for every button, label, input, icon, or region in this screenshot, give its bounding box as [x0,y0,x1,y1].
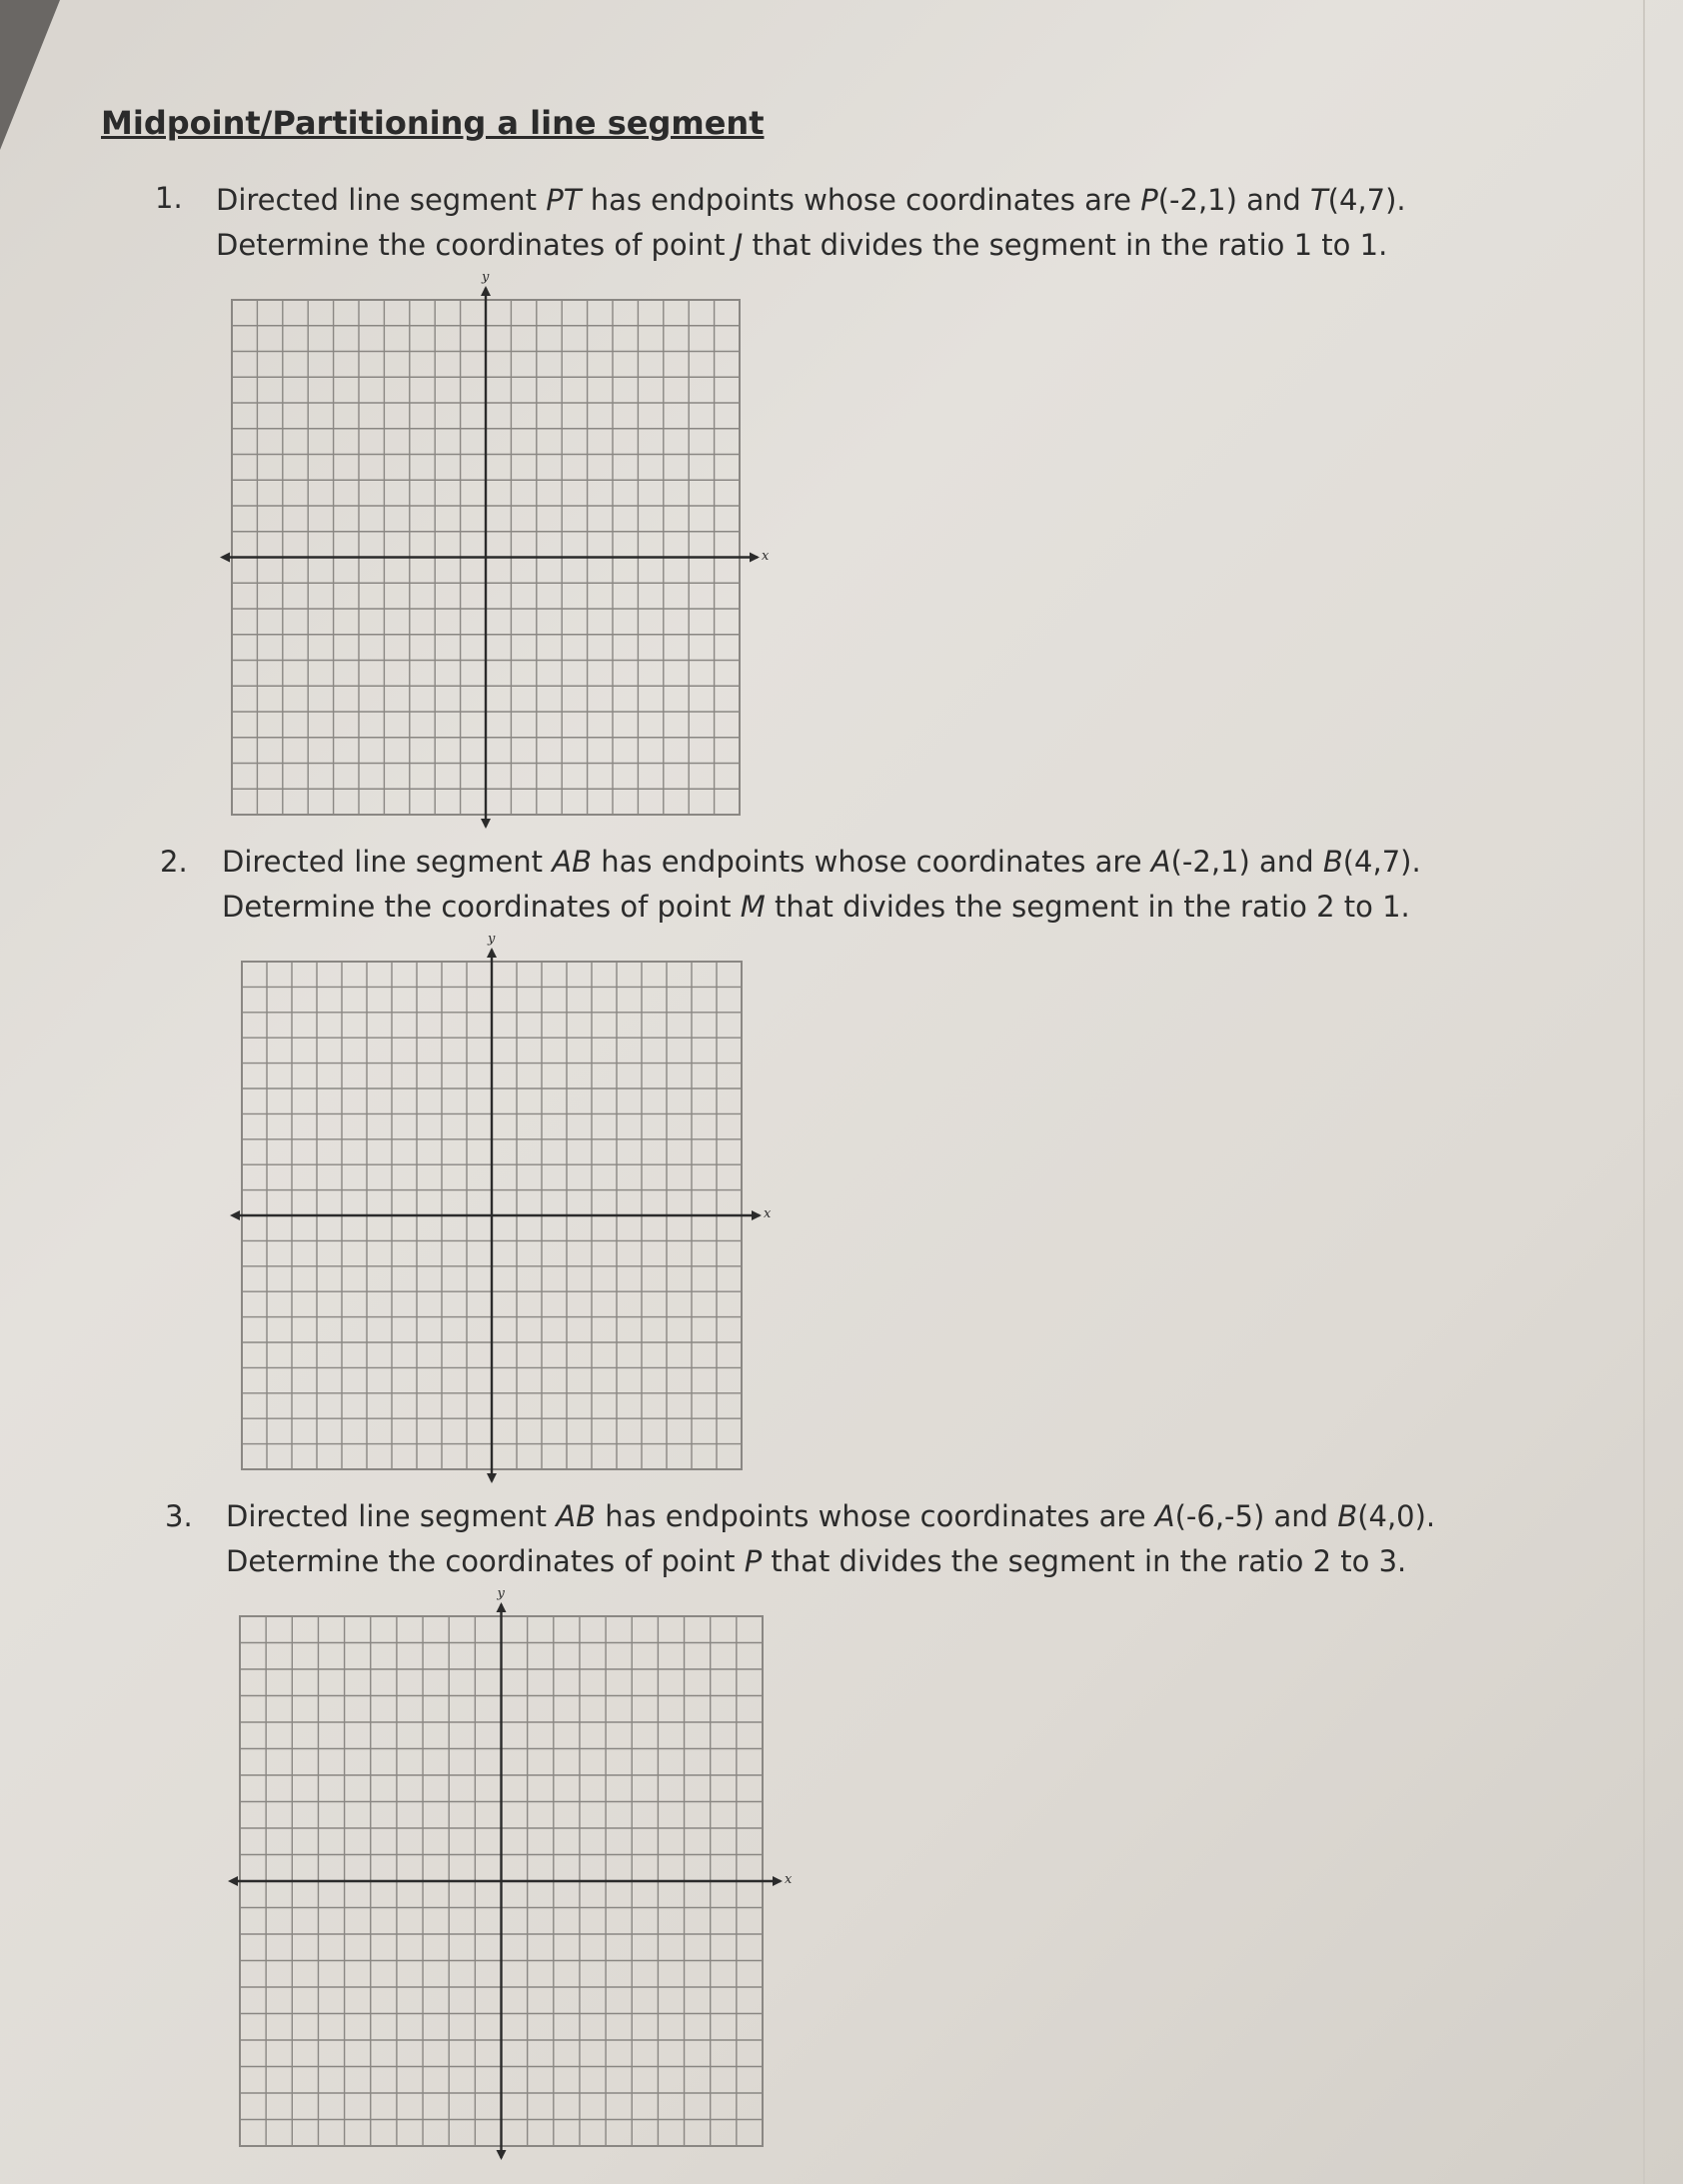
problem-3-number: 3. [165,1499,193,1533]
x-axis-arrow-right [752,1210,762,1220]
problem-2-y-axis-label: y [488,932,496,947]
page-edge [1643,0,1645,2184]
page-corner-shadow [0,0,60,150]
x-axis-arrow-left [220,553,230,563]
y-axis-arrow-down [497,2150,507,2160]
problem-1-line-1: Directed line segment PT has endpoints whose coordinates are P(-2,1) and T(4,7). [216,183,1406,217]
problem-2-line-1: Directed line segment AB has endpoints whose coordinates are A(-2,1) and B(4,7). [222,845,1421,879]
problem-2-x-axis-label: x [764,1206,772,1221]
problem-2-line-2: Determine the coordinates of point M that divides the segment in the ratio 2 to 1. [222,890,1410,924]
problem-3-line-1: Directed line segment AB has endpoints whose coordinates are A(-6,-5) and B(4,0). [226,1499,1436,1533]
problem-1-x-axis-label: x [762,548,770,564]
y-axis-arrow-up [487,948,497,958]
problem-2-grid[interactable] [216,932,772,1495]
problem-1-grid[interactable] [206,270,770,841]
y-axis-arrow-down [487,1473,497,1483]
y-axis-arrow-up [497,1602,507,1612]
x-axis-arrow-left [230,1210,240,1220]
problem-3-line-2: Determine the coordinates of point P that divides the segment in the ratio 2 to 3. [226,1544,1407,1578]
worksheet-title: Midpoint/Partitioning a line segment [101,104,765,142]
problem-3-grid[interactable] [214,1586,793,2172]
problem-3-x-axis-label: x [785,1872,793,1887]
problem-1-number: 1. [155,181,183,215]
y-axis-arrow-down [481,819,491,829]
problem-2-number: 2. [160,845,188,879]
problem-3-y-axis-label: y [497,1586,505,1601]
y-axis-arrow-up [481,286,491,296]
x-axis-arrow-right [750,553,760,563]
problem-1-y-axis-label: y [482,270,490,285]
x-axis-arrow-right [773,1876,783,1886]
problem-1-line-2: Determine the coordinates of point J that divides the segment in the ratio 1 to 1. [216,228,1388,262]
x-axis-arrow-left [228,1876,238,1886]
